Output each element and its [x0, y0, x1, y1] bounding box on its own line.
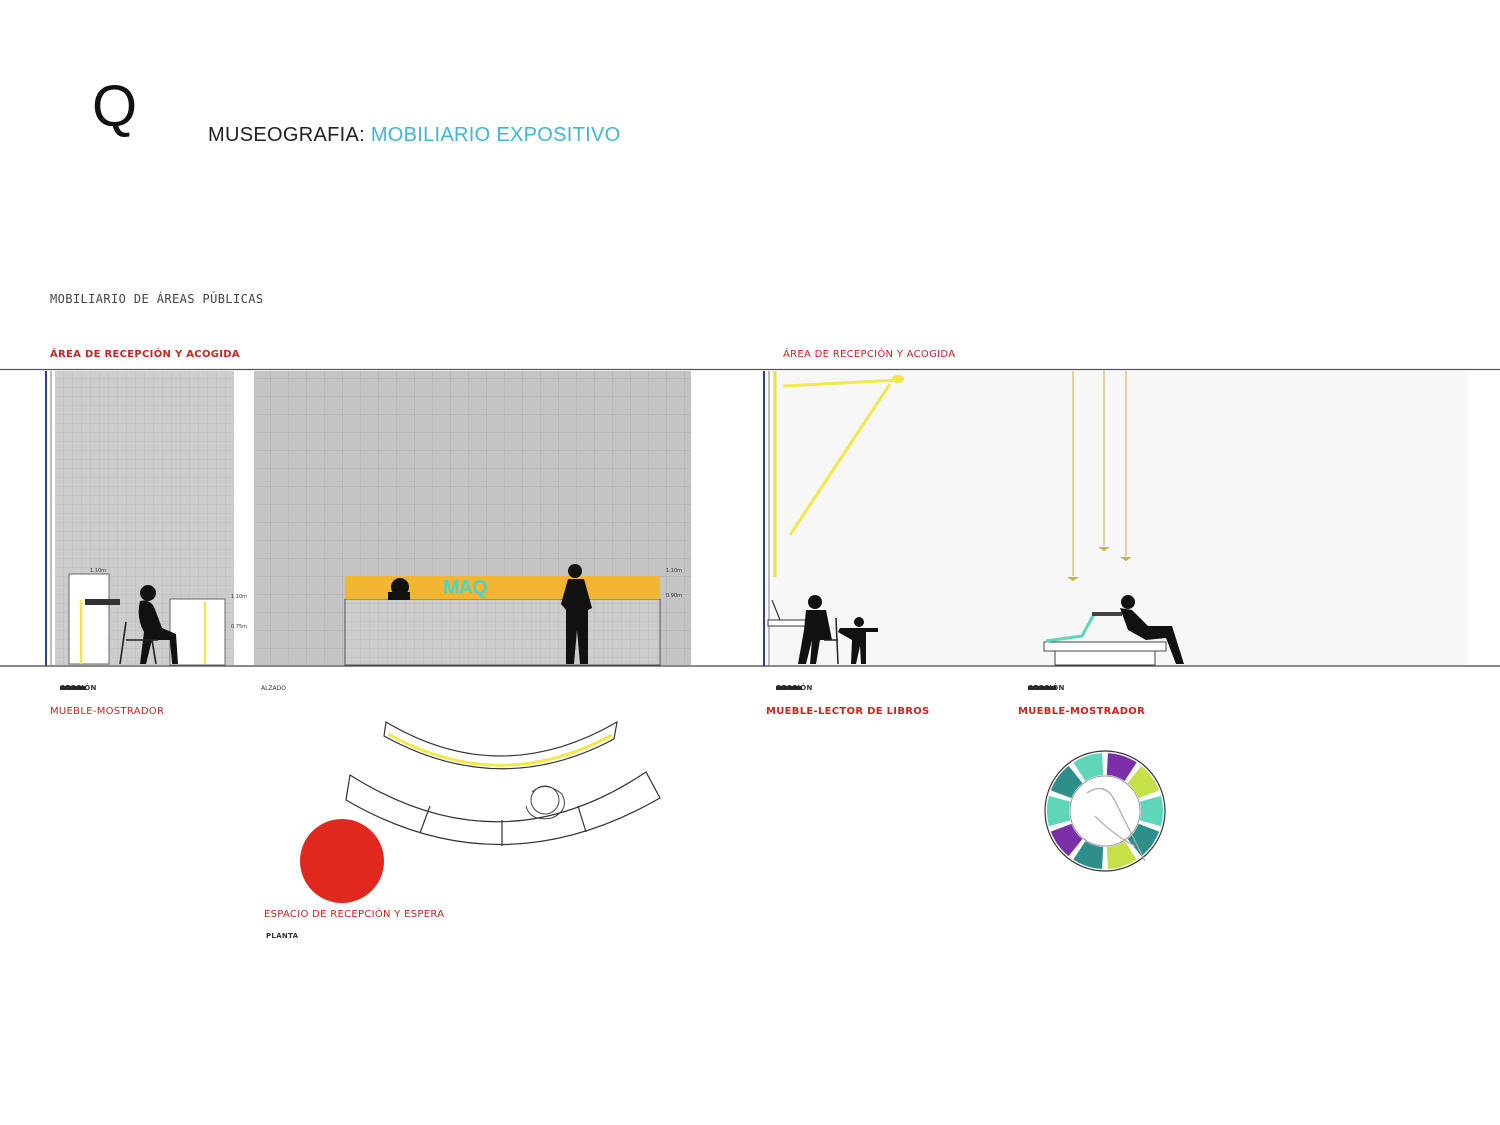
svg-text:1.10m: 1.10m — [666, 568, 683, 574]
right-caption-right: MUEBLE-MOSTRADOR — [1018, 706, 1146, 717]
svg-text:1.10m: 1.10m — [90, 568, 107, 574]
left-panel-heading: ÁREA DE RECEPCIÓN Y ACOGIDA — [50, 349, 240, 360]
svg-text:ALZADO: ALZADO — [261, 685, 287, 692]
plan-caption: ESPACIO DE RECEPCIÓN Y ESPERA — [264, 909, 445, 920]
svg-text:1.10m: 1.10m — [231, 594, 248, 600]
right-sub-left: SECCIÓN — [776, 684, 813, 692]
right-panel-heading: ÁREA DE RECEPCIÓN Y ACOGIDA — [783, 349, 956, 360]
left-caption: MUEBLE-MOSTRADOR — [50, 706, 165, 717]
section-title: MOBILIARIO DE ÁREAS PÚBLICAS — [50, 292, 264, 306]
left-sub-label: SECCIÓN — [60, 684, 97, 692]
right-sub-right: SECCIÓN — [1028, 684, 1065, 692]
plan-sub: PLANTA — [266, 932, 299, 940]
logo-q: Q — [92, 74, 138, 139]
counter-logo: MAQ — [443, 577, 487, 599]
cushion-segment — [1140, 796, 1163, 826]
title-prefix: MUSEOGRAFIA: — [208, 124, 371, 146]
right-caption-left: MUEBLE-LECTOR DE LIBROS — [766, 706, 930, 717]
cushion-segment — [1047, 796, 1070, 826]
svg-text:0.75m: 0.75m — [231, 624, 248, 630]
title-accent: MOBILIARIO EXPOSITIVO — [370, 124, 621, 146]
svg-text:0.90m: 0.90m — [666, 593, 683, 599]
seating-center — [1070, 776, 1140, 846]
